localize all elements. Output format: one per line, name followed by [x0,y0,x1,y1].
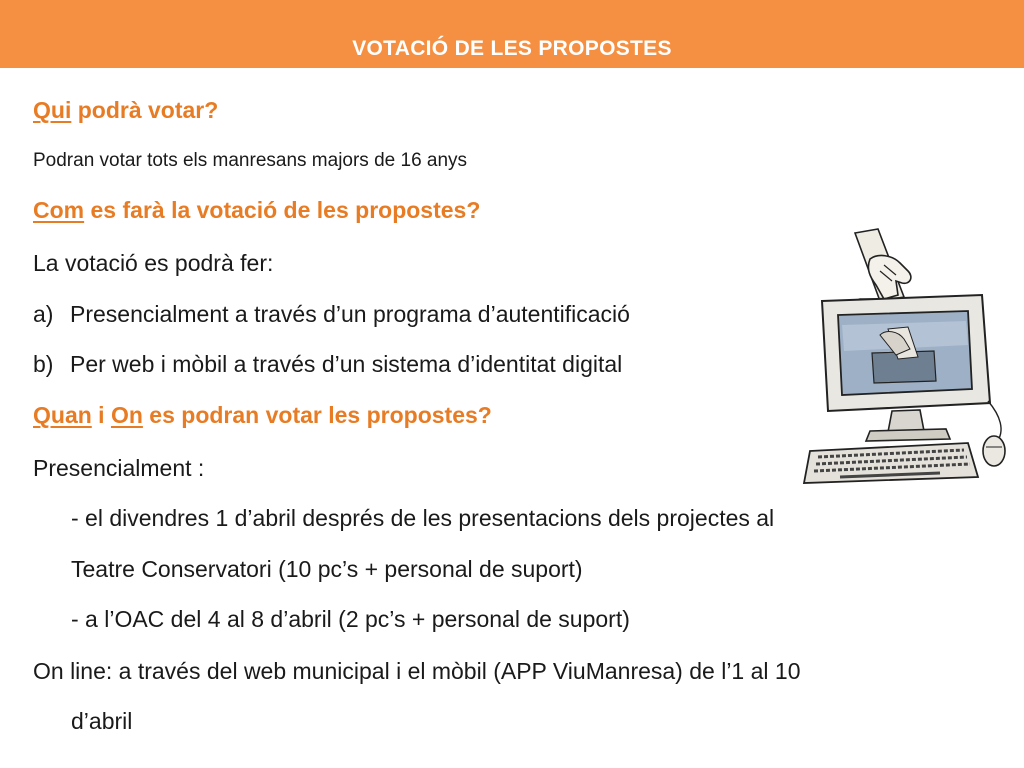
presencial-line: - a l’OAC del 4 al 8 d’abril (2 pc’s + personal de suport) [71,606,630,632]
presencial-line: - el divendres 1 d’abril després de les presentacions dels projectes al [71,505,775,531]
question-when-where [33,402,492,429]
hand-ballot-icon [855,229,911,301]
list-item-text: Presencialment a través d’un programa d’autentificació [70,301,630,327]
question-how-keyword: Com [33,197,85,223]
question-who [33,97,218,124]
mouse-icon [983,401,1005,466]
question-when-where-text: es podran votar les propostes? [142,402,492,428]
list-marker: b) [33,351,54,377]
question-who-text: podrà votar? [71,97,219,123]
answer-who: Podran votar tots els manresans majors de 16 anys [33,150,468,171]
list-item [33,301,630,328]
list-item-text: Per web i mòbil a través d’un sistema d’identitat digital [70,351,623,377]
voting-intro: La votació es podrà fer: [33,250,274,276]
online-line: On line: a través del web municipal i el mòbil (APP ViuManresa) de l’1 al 10 [33,658,801,684]
page-title: VOTACIÓ DE LES PROPOSTES [352,37,672,60]
question-who-keyword: Qui [33,97,72,123]
question-where-keyword: On [110,402,143,428]
header-bar [0,0,1024,68]
question-how [33,197,480,224]
question-when-keyword: Quan [33,402,92,428]
question-how-text: es farà la votació de les propostes? [84,197,481,223]
list-item [33,351,622,378]
presencial-label: Presencialment : [33,455,205,481]
presencial-line: Teatre Conservatori (10 pc’s + personal de suport) [71,556,583,582]
online-line-continued: d’abril [71,708,133,734]
keyboard-icon [804,443,978,483]
question-connector: i [91,402,111,428]
list-marker: a) [33,301,54,327]
voting-computer-icon [800,225,1010,487]
